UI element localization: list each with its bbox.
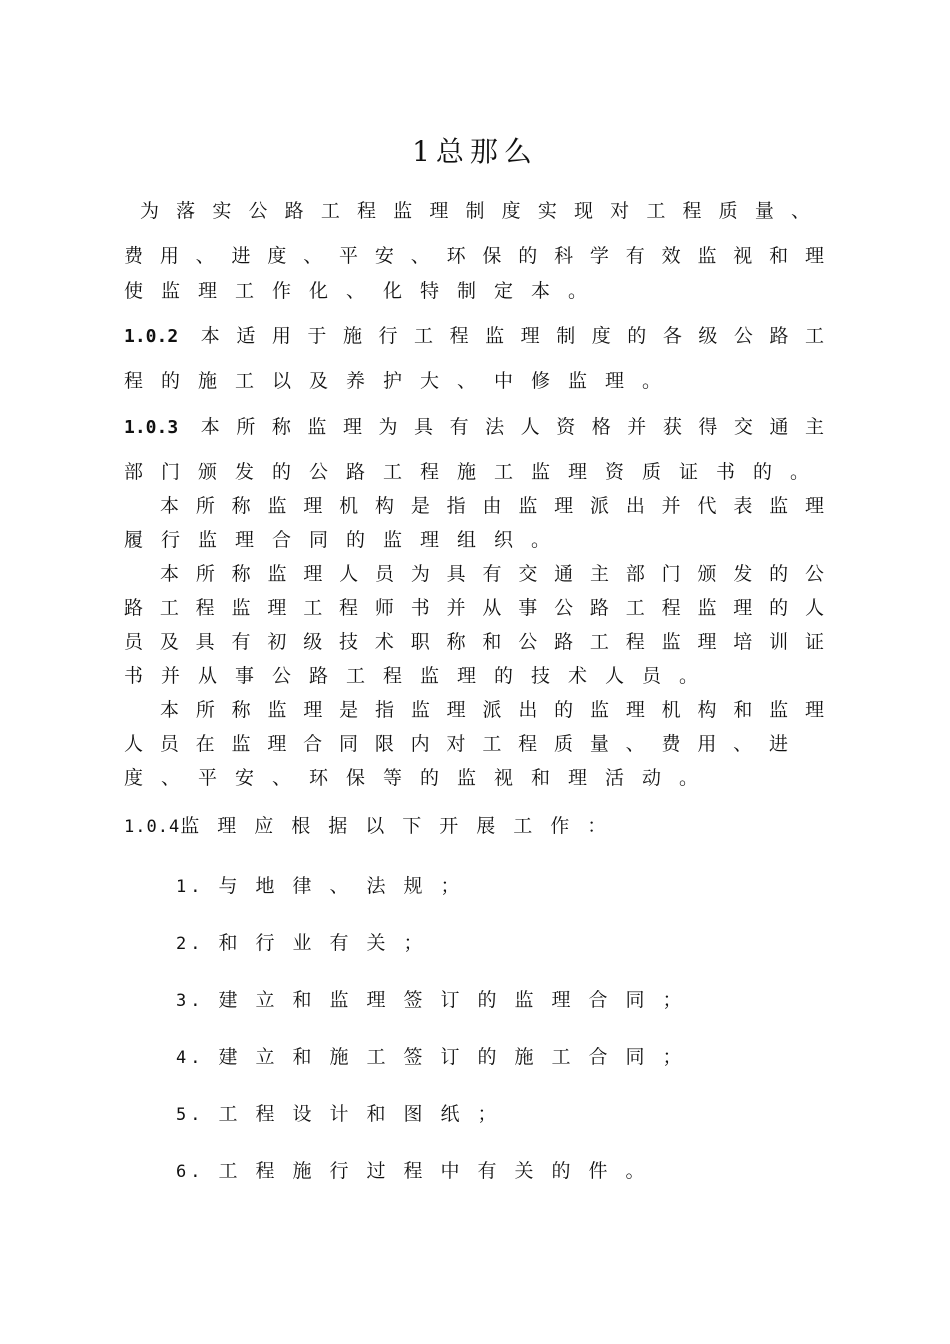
list-index: 2. xyxy=(176,934,205,954)
section-number: 1.0.4 xyxy=(124,817,181,837)
paragraph-line: 本所称监理人员为具有交通主部门颁发的公 xyxy=(160,563,824,585)
list-item xyxy=(176,985,700,1012)
list-item xyxy=(176,1156,663,1183)
paragraph-line: 为落实公路工程监理制度实现对工程质量、 xyxy=(140,200,810,222)
list-text: 和行业有关； xyxy=(218,932,441,954)
list-index: 4. xyxy=(176,1048,205,1068)
paragraph-line: 费用、进度、平安、环保的科学有效监视和理 xyxy=(124,245,824,267)
list-index: 1. xyxy=(176,877,205,897)
section-number: 1.0.2 xyxy=(124,326,179,347)
paragraph-line: 度、平安、环保等的监视和理活动。 xyxy=(124,767,717,789)
paragraph-line: 人员在监理合同限内对工程质量、费用、进 xyxy=(124,733,788,755)
list-text: 与地律、法规； xyxy=(218,875,478,897)
section-1-0-4-line xyxy=(124,814,824,839)
list-index: 5. xyxy=(176,1105,205,1125)
paragraph-line: 本所称监理机构是指由监理派出并代表监理 xyxy=(160,495,824,517)
section-number: 1.0.3 xyxy=(124,417,179,438)
paragraph-line: 路工程监理工程师书并从事公路工程监理的人 xyxy=(124,597,824,619)
paragraph-line: 员及具有初级技术职称和公路工程监理培训证 xyxy=(124,631,824,653)
list-item xyxy=(176,871,478,898)
list-index: 3. xyxy=(176,991,205,1011)
list-item xyxy=(176,1099,515,1126)
list-text: 建立和监理签订的监理合同； xyxy=(218,989,700,1011)
section-text: 本所称监理为具有法人资格并获得交通主 xyxy=(200,416,824,438)
section-text: 监理应根据以下开展工作： xyxy=(180,815,625,837)
list-text: 工程施行过程中有关的件。 xyxy=(218,1160,663,1182)
page-title: 1总那么 xyxy=(412,135,538,168)
paragraph-line: 程的施工以及养护大、中修监理。 xyxy=(124,370,680,392)
section-1-0-3-line xyxy=(124,415,824,440)
paragraph-line: 本所称监理是指监理派出的监理机构和监理 xyxy=(160,699,824,721)
paragraph-line: 书并从事公路工程监理的技术人员。 xyxy=(124,665,717,687)
list-item xyxy=(176,928,441,955)
list-index: 6. xyxy=(176,1162,205,1182)
list-text: 工程设计和图纸； xyxy=(218,1103,515,1125)
paragraph-line: 履行监理合同的监理组织。 xyxy=(124,529,569,551)
section-1-0-2-line xyxy=(124,324,824,349)
paragraph-line: 使监理工作化、化特制定本。 xyxy=(124,280,606,302)
paragraph-line: 部门颁发的公路工程施工监理资质证书的。 xyxy=(124,461,828,483)
list-text: 建立和施工签订的施工合同； xyxy=(218,1046,700,1068)
list-item xyxy=(176,1042,700,1069)
section-text: 本适用于施行工程监理制度的各级公路工 xyxy=(200,325,824,347)
